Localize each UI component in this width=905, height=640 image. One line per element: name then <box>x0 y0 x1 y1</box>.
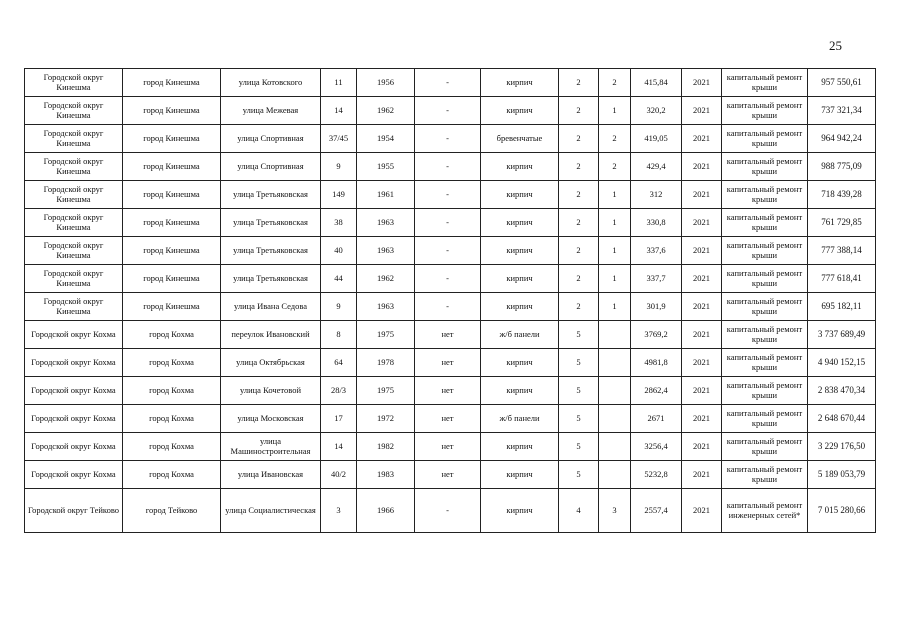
build-year-cell: 1978 <box>357 349 415 377</box>
heritage-object-cell: - <box>415 69 481 97</box>
district-cell: Городской округ Кинешма <box>25 181 123 209</box>
area-cell: 301,9 <box>631 293 682 321</box>
floors-cell: 2 <box>559 237 599 265</box>
wall-material-cell: кирпич <box>481 293 559 321</box>
table-body <box>25 69 876 533</box>
table-row <box>25 97 876 125</box>
cost-cell: 777 388,14 <box>808 237 876 265</box>
heritage-object-cell: - <box>415 237 481 265</box>
build-year-cell: 1982 <box>357 433 415 461</box>
area-cell: 3769,2 <box>631 321 682 349</box>
wall-material-cell: ж/б панели <box>481 321 559 349</box>
entrances-cell <box>599 349 631 377</box>
floors-cell: 5 <box>559 321 599 349</box>
work-type-cell: капитальный ремонт крыши <box>722 405 808 433</box>
house-number-cell: 38 <box>321 209 357 237</box>
floors-cell: 5 <box>559 377 599 405</box>
district-cell: Городской округ Кинешма <box>25 209 123 237</box>
district-cell: Городской округ Кинешма <box>25 69 123 97</box>
plan-year-cell: 2021 <box>682 405 722 433</box>
plan-year-cell: 2021 <box>682 97 722 125</box>
wall-material-cell: ж/б панели <box>481 405 559 433</box>
town-cell: город Кохма <box>123 321 221 349</box>
cost-cell: 3 229 176,50 <box>808 433 876 461</box>
district-cell: Городской округ Кохма <box>25 461 123 489</box>
build-year-cell: 1954 <box>357 125 415 153</box>
town-cell: город Кинешма <box>123 293 221 321</box>
work-type-cell: капитальный ремонт крыши <box>722 461 808 489</box>
cost-cell: 957 550,61 <box>808 69 876 97</box>
floors-cell: 2 <box>559 97 599 125</box>
table-row <box>25 349 876 377</box>
district-cell: Городской округ Кинешма <box>25 237 123 265</box>
table-row <box>25 181 876 209</box>
street-cell: улица Межевая <box>221 97 321 125</box>
house-number-cell: 28/3 <box>321 377 357 405</box>
street-cell: улица Спортивная <box>221 153 321 181</box>
wall-material-cell: кирпич <box>481 237 559 265</box>
floors-cell: 2 <box>559 125 599 153</box>
wall-material-cell: кирпич <box>481 433 559 461</box>
plan-year-cell: 2021 <box>682 265 722 293</box>
work-type-cell: капитальный ремонт крыши <box>722 377 808 405</box>
town-cell: город Кохма <box>123 349 221 377</box>
town-cell: город Кинешма <box>123 153 221 181</box>
house-number-cell: 14 <box>321 97 357 125</box>
cost-cell: 5 189 053,79 <box>808 461 876 489</box>
wall-material-cell: кирпич <box>481 265 559 293</box>
plan-year-cell: 2021 <box>682 237 722 265</box>
house-number-cell: 11 <box>321 69 357 97</box>
cost-cell: 737 321,34 <box>808 97 876 125</box>
build-year-cell: 1966 <box>357 489 415 533</box>
entrances-cell: 2 <box>599 69 631 97</box>
work-type-cell: капитальный ремонт крыши <box>722 125 808 153</box>
entrances-cell <box>599 377 631 405</box>
district-cell: Городской округ Кинешма <box>25 293 123 321</box>
town-cell: город Кохма <box>123 461 221 489</box>
wall-material-cell: кирпич <box>481 97 559 125</box>
street-cell: улица Третьяковская <box>221 237 321 265</box>
work-type-cell: капитальный ремонт крыши <box>722 153 808 181</box>
cost-cell: 761 729,85 <box>808 209 876 237</box>
table-row <box>25 153 876 181</box>
district-cell: Городской округ Кохма <box>25 321 123 349</box>
house-number-cell: 3 <box>321 489 357 533</box>
area-cell: 5232,8 <box>631 461 682 489</box>
house-number-cell: 64 <box>321 349 357 377</box>
street-cell: улица Московская <box>221 405 321 433</box>
house-number-cell: 37/45 <box>321 125 357 153</box>
heritage-object-cell: - <box>415 209 481 237</box>
entrances-cell <box>599 433 631 461</box>
plan-year-cell: 2021 <box>682 209 722 237</box>
district-cell: Городской округ Кохма <box>25 377 123 405</box>
street-cell: улица Машиностроительная <box>221 433 321 461</box>
town-cell: город Кинешма <box>123 97 221 125</box>
work-type-cell: капитальный ремонт крыши <box>722 181 808 209</box>
table-row <box>25 377 876 405</box>
floors-cell: 5 <box>559 433 599 461</box>
area-cell: 2557,4 <box>631 489 682 533</box>
entrances-cell: 1 <box>599 237 631 265</box>
floors-cell: 2 <box>559 265 599 293</box>
street-cell: улица Спортивная <box>221 125 321 153</box>
plan-year-cell: 2021 <box>682 433 722 461</box>
town-cell: город Кинешма <box>123 209 221 237</box>
heritage-object-cell: нет <box>415 377 481 405</box>
street-cell: улица Ивана Седова <box>221 293 321 321</box>
heritage-object-cell: нет <box>415 405 481 433</box>
cost-cell: 964 942,24 <box>808 125 876 153</box>
area-cell: 337,6 <box>631 237 682 265</box>
build-year-cell: 1975 <box>357 321 415 349</box>
build-year-cell: 1972 <box>357 405 415 433</box>
area-cell: 337,7 <box>631 265 682 293</box>
heritage-object-cell: нет <box>415 321 481 349</box>
build-year-cell: 1963 <box>357 237 415 265</box>
table-row <box>25 125 876 153</box>
district-cell: Городской округ Кохма <box>25 349 123 377</box>
entrances-cell: 1 <box>599 97 631 125</box>
cost-cell: 3 737 689,49 <box>808 321 876 349</box>
table-row <box>25 489 876 533</box>
district-cell: Городской округ Кинешма <box>25 125 123 153</box>
work-type-cell: капитальный ремонт крыши <box>722 349 808 377</box>
floors-cell: 2 <box>559 69 599 97</box>
work-type-cell: капитальный ремонт крыши <box>722 209 808 237</box>
entrances-cell <box>599 461 631 489</box>
town-cell: город Кинешма <box>123 181 221 209</box>
wall-material-cell: кирпич <box>481 349 559 377</box>
work-type-cell: капитальный ремонт крыши <box>722 433 808 461</box>
house-number-cell: 40 <box>321 237 357 265</box>
plan-year-cell: 2021 <box>682 181 722 209</box>
cost-cell: 4 940 152,15 <box>808 349 876 377</box>
floors-cell: 5 <box>559 349 599 377</box>
work-type-cell: капитальный ремонт инженерных сетей* <box>722 489 808 533</box>
build-year-cell: 1962 <box>357 265 415 293</box>
floors-cell: 2 <box>559 181 599 209</box>
floors-cell: 2 <box>559 293 599 321</box>
wall-material-cell: кирпич <box>481 489 559 533</box>
area-cell: 2862,4 <box>631 377 682 405</box>
table-row <box>25 265 876 293</box>
work-type-cell: капитальный ремонт крыши <box>722 97 808 125</box>
heritage-object-cell: - <box>415 181 481 209</box>
house-number-cell: 9 <box>321 293 357 321</box>
housing-repair-table <box>24 68 876 533</box>
floors-cell: 2 <box>559 153 599 181</box>
town-cell: город Кохма <box>123 377 221 405</box>
heritage-object-cell: - <box>415 265 481 293</box>
floors-cell: 2 <box>559 209 599 237</box>
plan-year-cell: 2021 <box>682 153 722 181</box>
town-cell: город Тейково <box>123 489 221 533</box>
build-year-cell: 1955 <box>357 153 415 181</box>
street-cell: улица Социалистическая <box>221 489 321 533</box>
street-cell: улица Третьяковская <box>221 181 321 209</box>
street-cell: улица Ивановская <box>221 461 321 489</box>
entrances-cell: 3 <box>599 489 631 533</box>
floors-cell: 4 <box>559 489 599 533</box>
cost-cell: 2 838 470,34 <box>808 377 876 405</box>
house-number-cell: 17 <box>321 405 357 433</box>
heritage-object-cell: - <box>415 293 481 321</box>
plan-year-cell: 2021 <box>682 489 722 533</box>
cost-cell: 777 618,41 <box>808 265 876 293</box>
cost-cell: 988 775,09 <box>808 153 876 181</box>
plan-year-cell: 2021 <box>682 293 722 321</box>
area-cell: 419,05 <box>631 125 682 153</box>
street-cell: улица Третьяковская <box>221 265 321 293</box>
town-cell: город Кохма <box>123 433 221 461</box>
floors-cell: 5 <box>559 461 599 489</box>
district-cell: Городской округ Тейково <box>25 489 123 533</box>
heritage-object-cell: - <box>415 125 481 153</box>
wall-material-cell: кирпич <box>481 461 559 489</box>
house-number-cell: 44 <box>321 265 357 293</box>
entrances-cell <box>599 405 631 433</box>
town-cell: город Кохма <box>123 405 221 433</box>
work-type-cell: капитальный ремонт крыши <box>722 265 808 293</box>
street-cell: улица Котовского <box>221 69 321 97</box>
heritage-object-cell: - <box>415 153 481 181</box>
page-number: 25 <box>829 38 842 53</box>
area-cell: 330,8 <box>631 209 682 237</box>
table-row <box>25 69 876 97</box>
area-cell: 429,4 <box>631 153 682 181</box>
district-cell: Городской округ Кинешма <box>25 265 123 293</box>
heritage-object-cell: нет <box>415 461 481 489</box>
table-row <box>25 433 876 461</box>
district-cell: Городской округ Кохма <box>25 433 123 461</box>
area-cell: 3256,4 <box>631 433 682 461</box>
build-year-cell: 1956 <box>357 69 415 97</box>
town-cell: город Кинешма <box>123 69 221 97</box>
wall-material-cell: бревенчатые <box>481 125 559 153</box>
plan-year-cell: 2021 <box>682 349 722 377</box>
table-row <box>25 405 876 433</box>
cost-cell: 2 648 670,44 <box>808 405 876 433</box>
entrances-cell: 2 <box>599 153 631 181</box>
plan-year-cell: 2021 <box>682 461 722 489</box>
cost-cell: 718 439,28 <box>808 181 876 209</box>
area-cell: 415,84 <box>631 69 682 97</box>
table-row <box>25 293 876 321</box>
wall-material-cell: кирпич <box>481 153 559 181</box>
wall-material-cell: кирпич <box>481 181 559 209</box>
build-year-cell: 1963 <box>357 293 415 321</box>
entrances-cell: 1 <box>599 265 631 293</box>
table-row <box>25 461 876 489</box>
build-year-cell: 1975 <box>357 377 415 405</box>
heritage-object-cell: нет <box>415 433 481 461</box>
entrances-cell: 2 <box>599 125 631 153</box>
cost-cell: 695 182,11 <box>808 293 876 321</box>
street-cell: улица Кочетовой <box>221 377 321 405</box>
house-number-cell: 149 <box>321 181 357 209</box>
street-cell: переулок Ивановский <box>221 321 321 349</box>
house-number-cell: 40/2 <box>321 461 357 489</box>
work-type-cell: капитальный ремонт крыши <box>722 69 808 97</box>
heritage-object-cell: нет <box>415 349 481 377</box>
heritage-object-cell: - <box>415 97 481 125</box>
entrances-cell: 1 <box>599 293 631 321</box>
district-cell: Городской округ Кинешма <box>25 97 123 125</box>
town-cell: город Кинешма <box>123 125 221 153</box>
house-number-cell: 8 <box>321 321 357 349</box>
work-type-cell: капитальный ремонт крыши <box>722 293 808 321</box>
table-row <box>25 321 876 349</box>
build-year-cell: 1983 <box>357 461 415 489</box>
town-cell: город Кинешма <box>123 265 221 293</box>
plan-year-cell: 2021 <box>682 125 722 153</box>
plan-year-cell: 2021 <box>682 377 722 405</box>
area-cell: 4981,8 <box>631 349 682 377</box>
wall-material-cell: кирпич <box>481 377 559 405</box>
cost-cell: 7 015 280,66 <box>808 489 876 533</box>
wall-material-cell: кирпич <box>481 209 559 237</box>
work-type-cell: капитальный ремонт крыши <box>722 237 808 265</box>
floors-cell: 5 <box>559 405 599 433</box>
entrances-cell: 1 <box>599 181 631 209</box>
entrances-cell <box>599 321 631 349</box>
entrances-cell: 1 <box>599 209 631 237</box>
heritage-object-cell: - <box>415 489 481 533</box>
plan-year-cell: 2021 <box>682 69 722 97</box>
street-cell: улица Октябрьская <box>221 349 321 377</box>
district-cell: Городской округ Кинешма <box>25 153 123 181</box>
house-number-cell: 14 <box>321 433 357 461</box>
build-year-cell: 1963 <box>357 209 415 237</box>
wall-material-cell: кирпич <box>481 69 559 97</box>
street-cell: улица Третьяковская <box>221 209 321 237</box>
table-row <box>25 209 876 237</box>
build-year-cell: 1961 <box>357 181 415 209</box>
work-type-cell: капитальный ремонт крыши <box>722 321 808 349</box>
area-cell: 2671 <box>631 405 682 433</box>
plan-year-cell: 2021 <box>682 321 722 349</box>
table-row <box>25 237 876 265</box>
town-cell: город Кинешма <box>123 237 221 265</box>
area-cell: 320,2 <box>631 97 682 125</box>
house-number-cell: 9 <box>321 153 357 181</box>
district-cell: Городской округ Кохма <box>25 405 123 433</box>
area-cell: 312 <box>631 181 682 209</box>
build-year-cell: 1962 <box>357 97 415 125</box>
